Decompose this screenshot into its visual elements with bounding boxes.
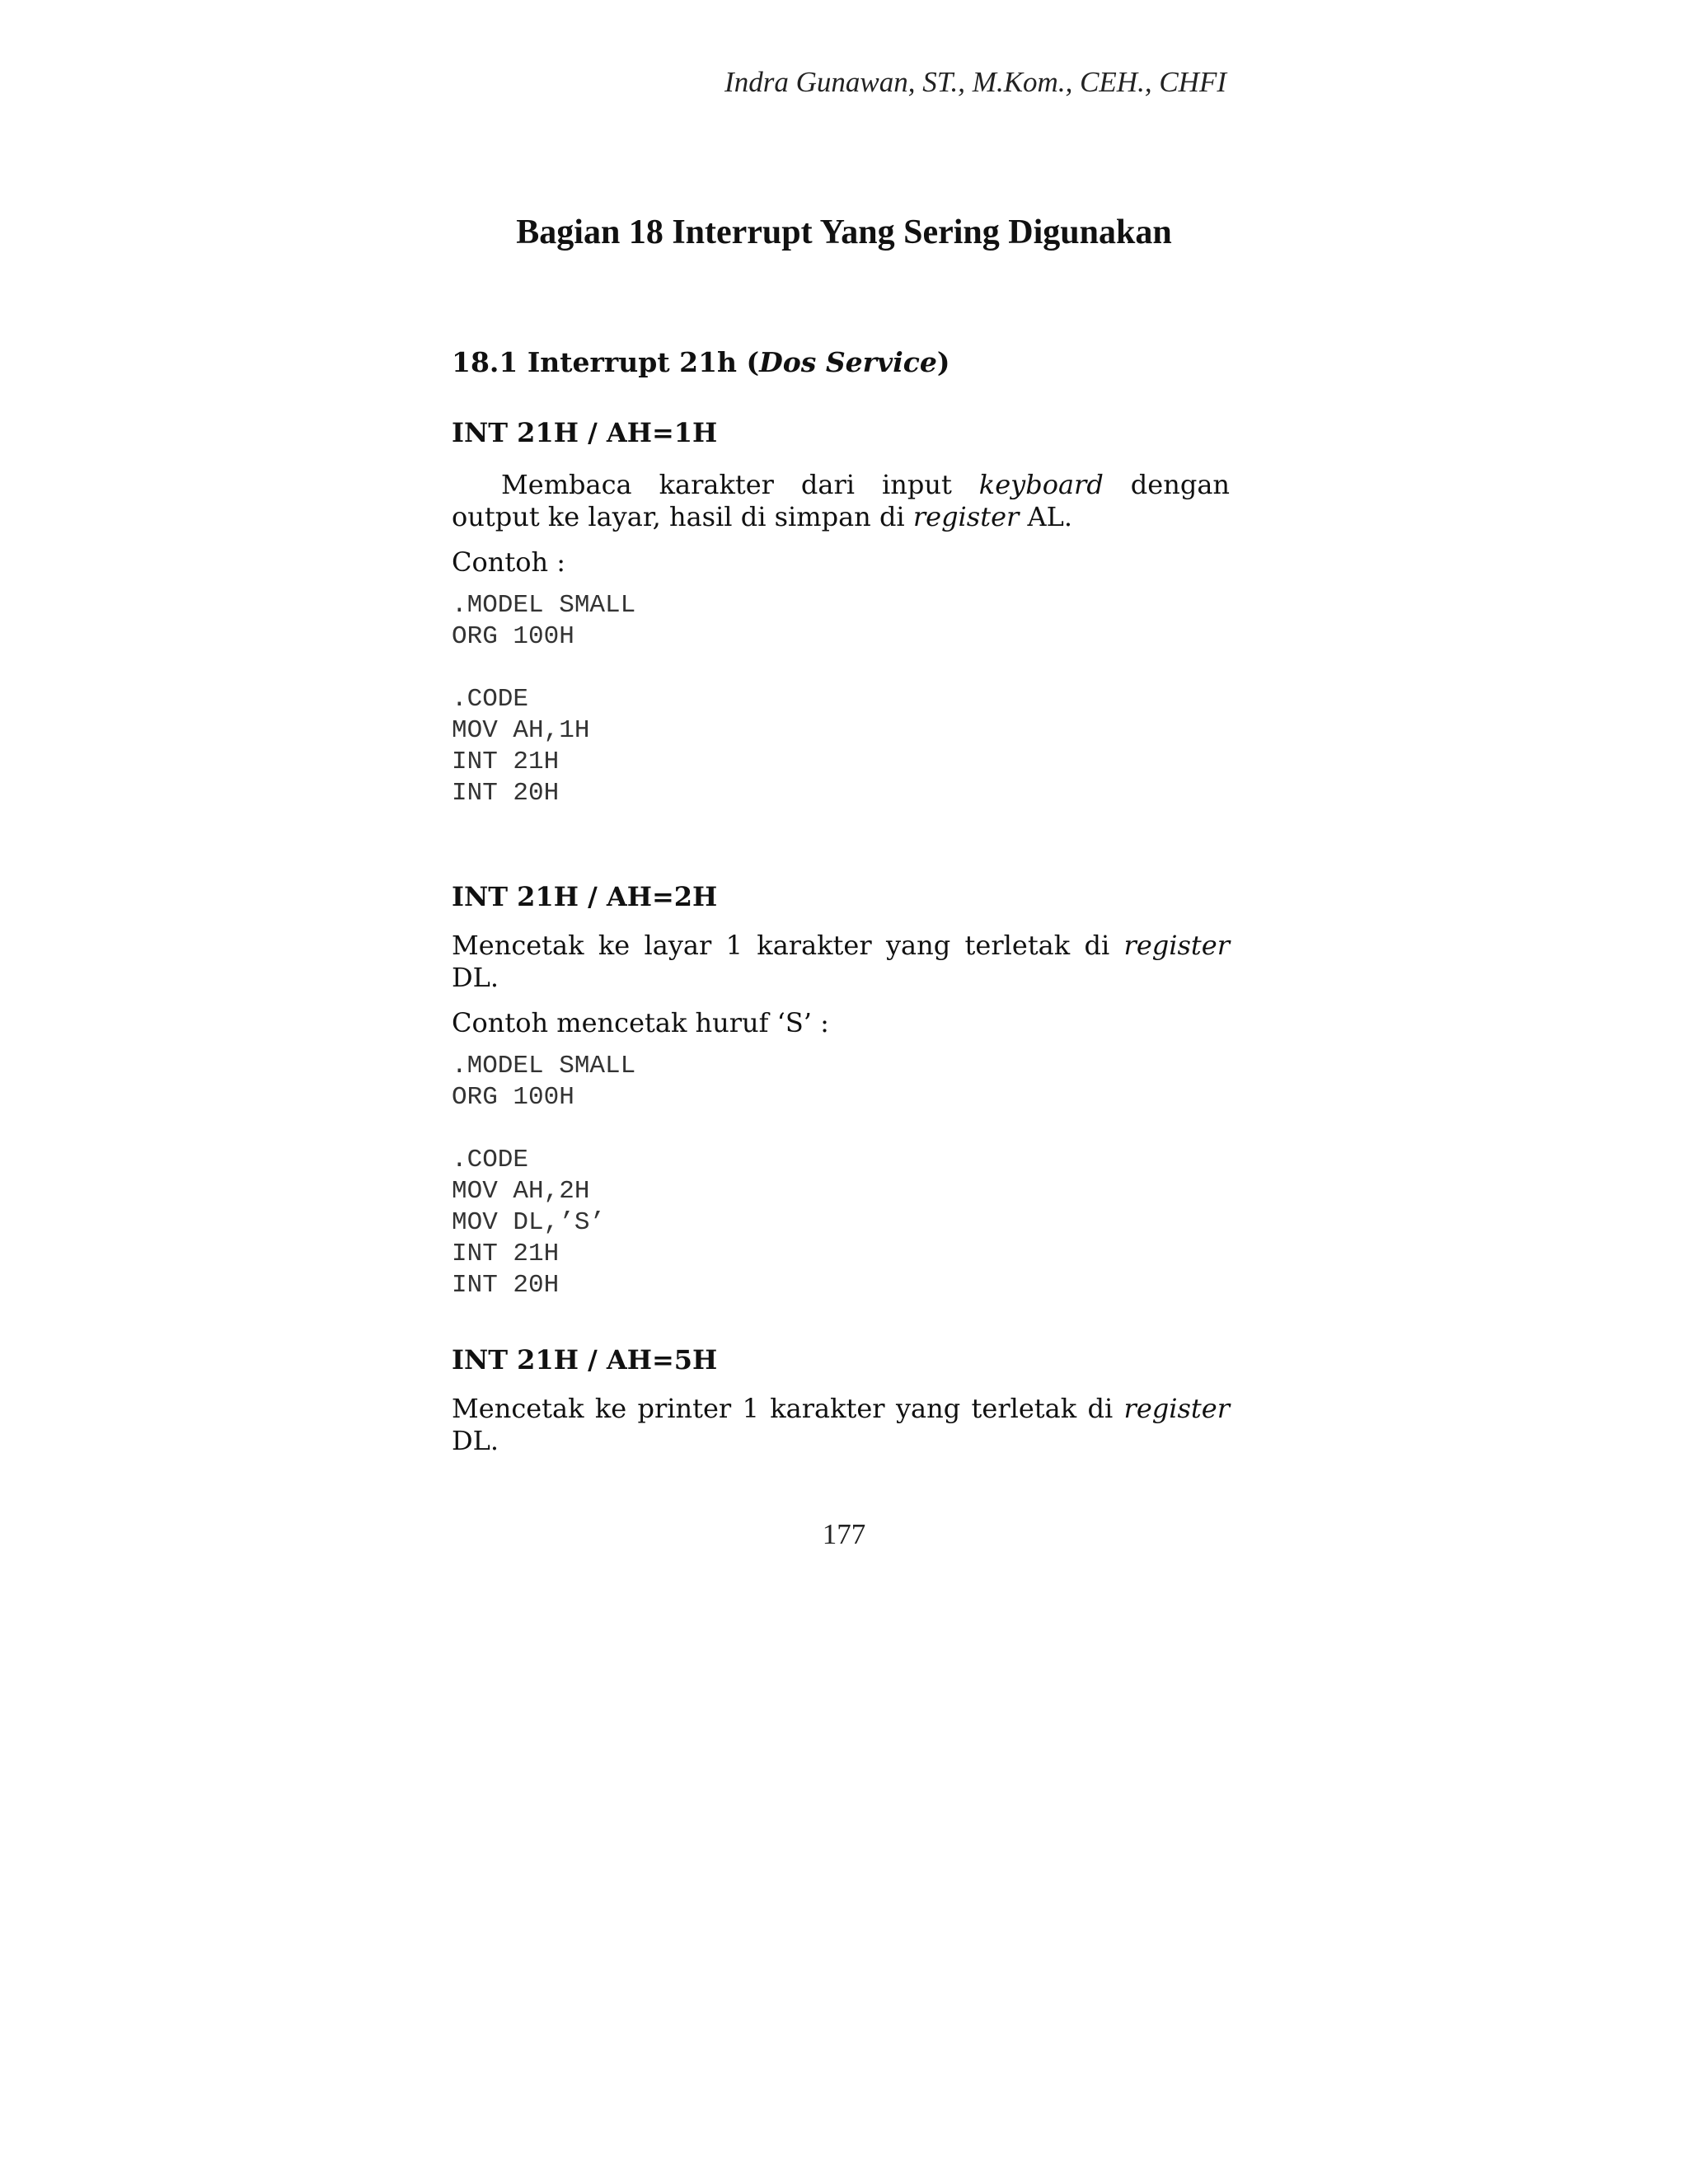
interrupt-block-ah5 [452,1343,1230,1457]
section-heading-text: 18.1 Interrupt 21h ( [452,346,760,378]
interrupt-heading: INT 21H / AH=5H [452,1344,718,1376]
code-listing: .MODEL SMALL ORG 100H .CODE MOV AH,1H INT 21H INT 20H [452,591,636,808]
description-text: DL. [452,962,499,993]
description-italic-term: register [1123,1393,1230,1424]
interrupt-description [452,930,1230,994]
description-text: DL. [452,1425,499,1456]
interrupt-description [452,469,1230,533]
running-header: Indra Gunawan, ST., M.Kom., CEH., CHFI [724,66,1226,98]
description-italic-term: register [912,501,1020,532]
example-label: Contoh : [452,546,566,578]
interrupt-description [452,1393,1230,1457]
interrupt-block-ah1 [452,416,1230,809]
section-heading-italic: Dos Service [759,346,937,378]
interrupt-block-ah2 [452,880,1230,1301]
code-listing: .MODEL SMALL ORG 100H .CODE MOV AH,2H MOV DL,’S’ INT 21H INT 20H [452,1052,636,1300]
interrupt-heading: INT 21H / AH=2H [452,881,718,912]
description-italic-term: keyboard [978,469,1104,500]
description-text: Membaca karakter dari input [501,469,979,500]
section-heading-block [452,346,1230,379]
interrupt-heading: INT 21H / AH=1H [452,417,718,448]
section-heading-close: ) [936,346,950,378]
section-heading [452,346,1230,379]
description-text: Mencetak ke printer 1 karakter yang terletak di [452,1393,1124,1424]
description-text: dengan output ke layar, hasil di simpan di [452,469,1231,532]
description-italic-term: register [1123,930,1230,961]
chapter-title: Bagian 18 Interrupt Yang Sering Digunakan [516,213,1172,251]
example-label: Contoh mencetak huruf ‘S’ : [452,1007,829,1038]
description-text: Mencetak ke layar 1 karakter yang terletak di [452,930,1124,961]
description-text: AL. [1019,501,1072,532]
page-number: 177 [822,1518,866,1550]
